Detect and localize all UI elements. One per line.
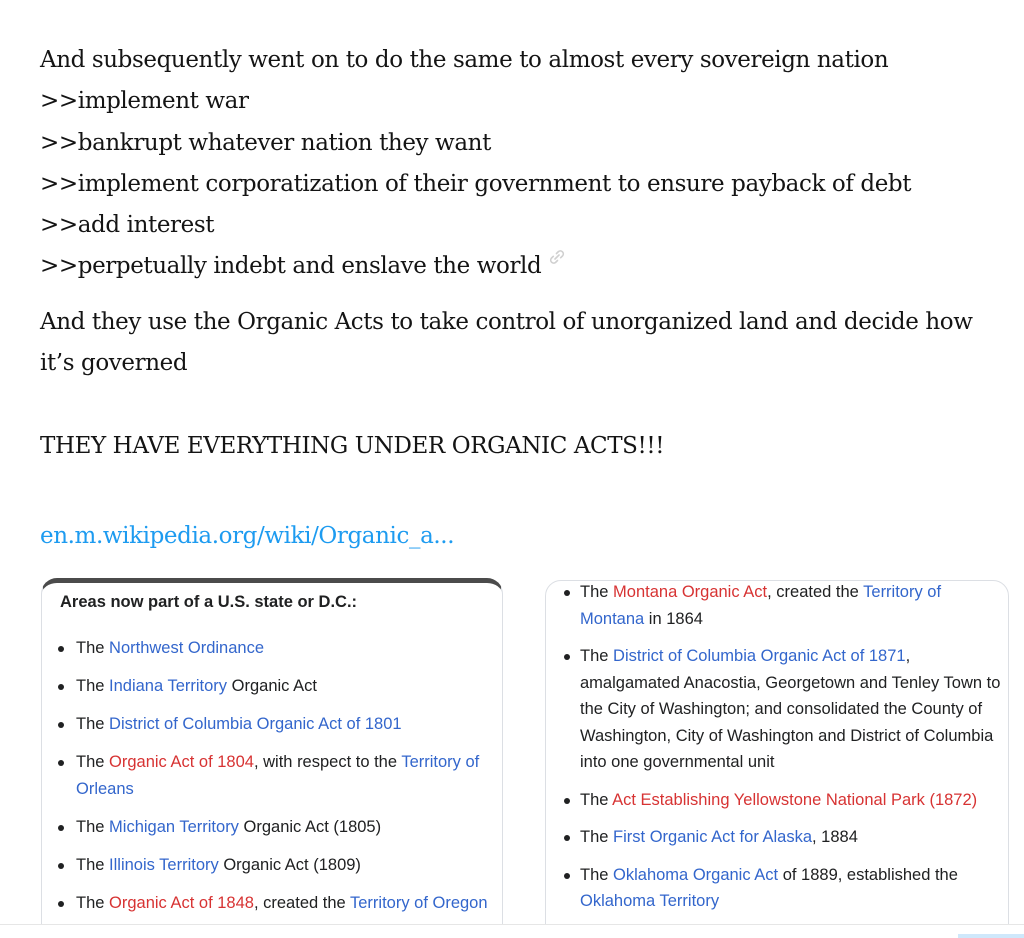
wiki-link-missing[interactable]: Montana Organic Act (613, 583, 768, 601)
wiki-link-missing[interactable]: Organic Act of 1848 (109, 893, 254, 912)
wiki-link[interactable]: Oklahoma Territory (580, 892, 720, 910)
post-line (40, 246, 1000, 287)
wiki-link[interactable]: Michigan Territory (109, 817, 239, 836)
post-body (40, 40, 1000, 468)
post-line: >>implement war (40, 88, 249, 115)
wiki-link[interactable]: Oklahoma Organic Act (613, 865, 779, 884)
wiki-link[interactable]: Territory of Orleans (76, 753, 480, 798)
card-heading: Areas now part of a U.S. state or D.C.: (60, 593, 358, 611)
post-line: >>bankrupt whatever nation they want (40, 129, 491, 156)
link-icon (547, 247, 567, 267)
wiki-link-missing[interactable]: Organic Act of 1804 (109, 753, 254, 771)
wiki-link[interactable]: District of Columbia Organic Act of 1801 (109, 715, 402, 733)
list-item: The Act Establishing Yellowstone National Park (1872) (546, 787, 1008, 814)
wiki-link[interactable]: District of Columbia Organic Act of 1871 (613, 647, 906, 665)
wiki-link[interactable]: Territory of Oregon (349, 893, 488, 912)
post-line-text: >>perpetually indebt and enslave the world (40, 253, 542, 280)
list-item: The Montana Organic Act, created the Territory of Montana in 1864 (546, 580, 1008, 632)
list-item: The First Organic Act for Alaska, 1884 (546, 824, 1008, 851)
bottom-bar (0, 924, 1024, 938)
list-item: The Michigan Territory Organic Act (1805) (42, 814, 502, 841)
act-list (546, 580, 1008, 915)
list-item: The Organic Act of 1804, with respect to the Territory of Orleans (42, 749, 502, 802)
wiki-link[interactable]: Territory of Montana (580, 583, 942, 628)
act-list (42, 635, 502, 916)
post-paragraph: And they use the Organic Acts to take control of unorganized land and decide how it’s governed (40, 308, 973, 377)
list-item: The Organic Act of 1848, created the Territory of Oregon (42, 890, 502, 917)
wiki-link[interactable]: Northwest Ordinance (109, 639, 265, 657)
wiki-link-missing[interactable]: Act Establishing Yellowstone National Park (1872) (612, 790, 978, 809)
wiki-link[interactable]: Indiana Territory (109, 677, 228, 695)
list-item: The District of Columbia Organic Act of 1871, amalgamated Anacostia, Georgetown and Tenley Town to the City of Washington; and consolidated the County of Washington, City of Washington and District of Columbia into one governmental unit (546, 643, 1008, 776)
list-item: The Oklahoma Organic Act of 1889, established the Oklahoma Territory (546, 862, 1008, 915)
left-screenshot-card (41, 578, 503, 938)
bottom-accent (958, 934, 1024, 938)
list-item: The Indiana Territory Organic Act (42, 673, 502, 700)
list-item: The Illinois Territory Organic Act (1809) (42, 852, 502, 879)
list-item: The District of Columbia Organic Act of 1801 (42, 711, 502, 738)
post-line: >>implement corporatization of their government to ensure payback of debt (40, 170, 912, 197)
wiki-link[interactable]: Illinois Territory (109, 855, 219, 874)
right-screenshot-card (545, 580, 1009, 938)
wikipedia-link[interactable]: en.m.wikipedia.org/wiki/Organic_a... (40, 523, 455, 549)
wiki-link[interactable]: First Organic Act for Alaska (613, 828, 813, 846)
post-line: And subsequently went on to do the same to almost every sovereign nation (40, 47, 889, 73)
post-line: >>add interest (40, 212, 215, 239)
post-emphasis: THEY HAVE EVERYTHING UNDER ORGANIC ACTS!!! (40, 433, 665, 460)
list-item: The Northwest Ordinance (42, 635, 502, 662)
